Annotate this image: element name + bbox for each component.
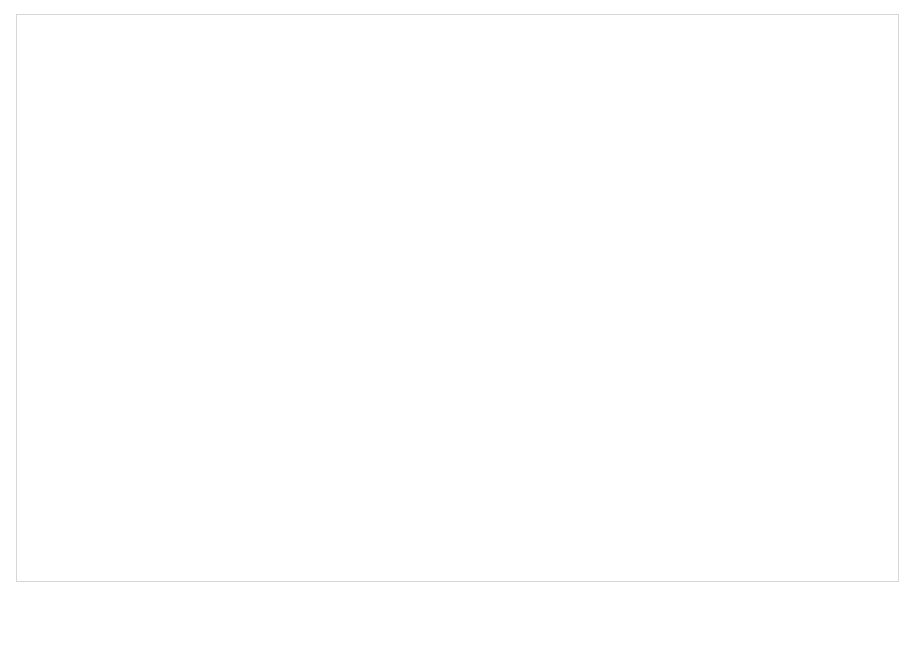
document-sheet xyxy=(16,14,899,582)
